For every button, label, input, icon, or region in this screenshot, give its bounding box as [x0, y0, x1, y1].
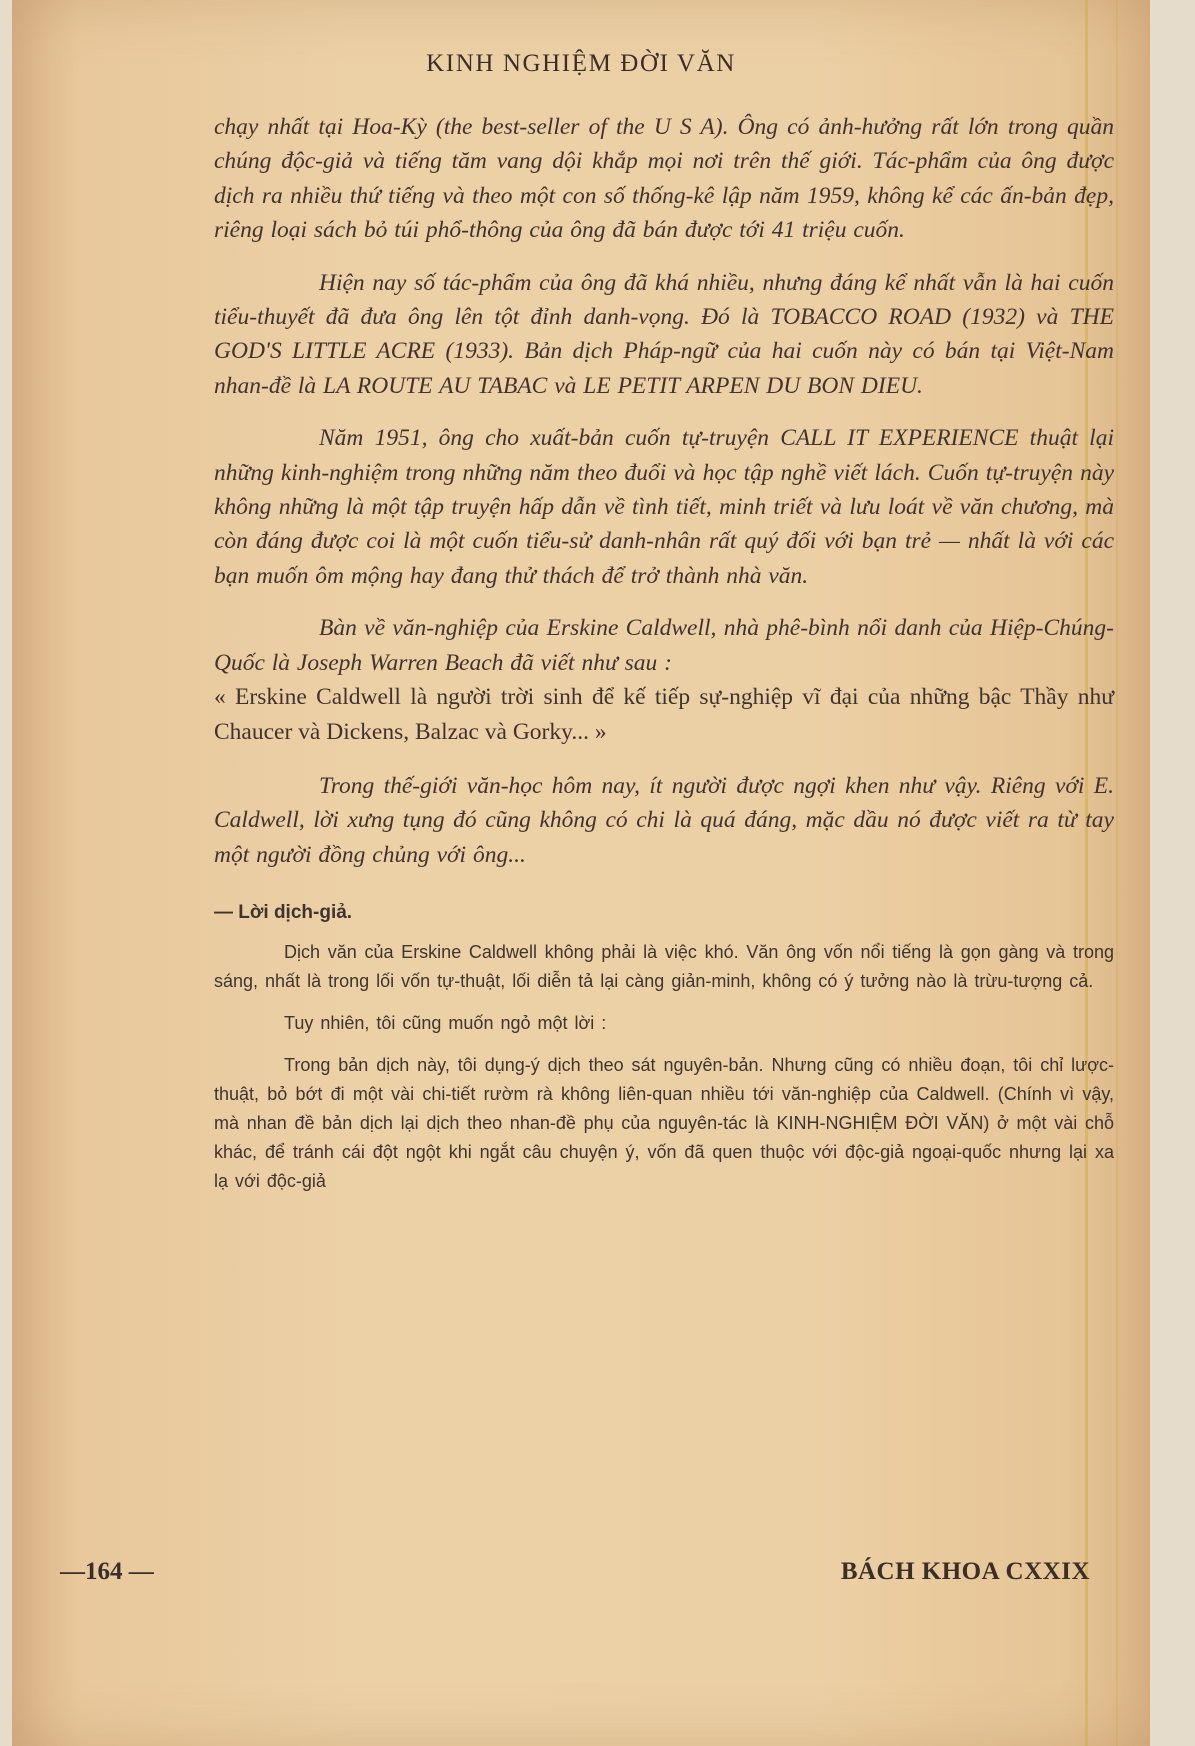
paragraph-3: Năm 1951, ông cho xuất-bản cuốn tự-truyện CALL IT EXPERIENCE thuật lại những kinh-nghiệm trong những năm theo đuổi và học tập nghề viết lách. Cuốn tự-truyện này không những là một tập truyện hấp dẫn về tình tiết, minh triết và lưu loát về văn chương, mà còn đáng được coi là một cuốn tiểu-sử danh-nhân rất quý đối với bạn trẻ — nhất là với các bạn muốn ôm mộng hay đang thử thách để trở thành nhà văn. — [214, 425, 1114, 589]
translator-note-paragraph-1: Dịch văn của Erskine Caldwell không phải là việc khó. Văn ông vốn nổi tiếng là gọn gàng và trong sáng, nhất là trong lối vốn tự-thuật, lối diễn tả lại càng giản-minh, không có ý tưởng nào là trừu-tượng cả. — [214, 942, 1114, 992]
article-body — [214, 110, 1114, 1209]
article-paragraphs — [214, 110, 1114, 680]
page-number: —164 — — [60, 1558, 154, 1585]
running-header: KINH NGHIỆM ĐỜI VĂN — [426, 50, 736, 77]
closing-section — [214, 769, 1114, 872]
publication-name: BÁCH KHOA CXXIX — [840, 1558, 1090, 1585]
paragraph-1: chạy nhất tại Hoa-Kỳ (the best-seller of the U S A). Ông có ảnh-hưởng rất lớn trong quần chúng độc-giả và tiếng tăm vang dội khắp mọi nơi trên thế giới. Tác-phẩm của ông được dịch ra nhiều thứ tiếng và theo một con số thống-kê lập năm 1959, không kể các ấn-bản đẹp, riêng loại sách bỏ túi phổ-thông của ông đã bán được tới 41 triệu cuốn. — [214, 114, 1114, 244]
page-fold-line-secondary — [1116, 0, 1118, 1746]
translator-note — [214, 902, 1114, 1196]
scanned-page — [12, 0, 1150, 1746]
critic-quote: « Erskine Caldwell là người trời sinh để kế tiếp sự-nghiệp vĩ đại của những bậc Thầy như Chaucer và Dickens, Balzac và Gorky... » — [214, 684, 1114, 745]
paragraph-4: Bàn về văn-nghiệp của Erskine Caldwell, nhà phê-bình nổi danh của Hiệp-Chúng-Quốc là Joseph Warren Beach đã viết như sau : — [214, 615, 1114, 676]
paragraph-2: Hiện nay số tác-phẩm của ông đã khá nhiều, nhưng đáng kể nhất vẫn là hai cuốn tiểu-thuyết đã đưa ông lên tột đỉnh danh-vọng. Đó là TOBACCO ROAD (1932) và THE GOD'S LITTLE ACRE (1933). Bản dịch Pháp-ngữ của hai cuốn này có bán tại Việt-Nam nhan-đề là LA ROUTE AU TABAC và LE PETIT ARPEN DU BON DIEU. — [214, 269, 1114, 399]
translator-note-paragraph-3: Trong bản dịch này, tôi dụng-ý dịch theo sát nguyên-bản. Nhưng cũng có nhiều đoạn, tôi chỉ lược-thuật, bỏ bớt đi một vài chi-tiết rườm rà không liên-quan nhiều tới văn-nghiệp của Caldwell. (Chính vì vậy, mà nhan đề bản dịch lại dịch theo nhan-đề phụ của nguyên-tác là KINH-NGHIỆM ĐỜI VĂN) ở một vài chỗ khác, để tránh cái đột ngột khi ngắt câu chuyện ý, vốn đã quen thuộc với độc-giả ngoại-quốc nhưng lại xa lạ với độc-giả — [214, 1055, 1114, 1192]
translator-note-paragraph-2: Tuy nhiên, tôi cũng muốn ngỏ một lời : — [284, 1013, 607, 1034]
translator-note-title: — Lời dịch-giả. — [214, 902, 353, 924]
closing-paragraph: Trong thế-giới văn-học hôm nay, ít người được ngợi khen như vậy. Riêng với E. Caldwell, lời xưng tụng đó cũng không có chi là quá đáng, mặc dầu nó được viết ra từ tay một người đồng chủng với ông... — [214, 772, 1114, 868]
